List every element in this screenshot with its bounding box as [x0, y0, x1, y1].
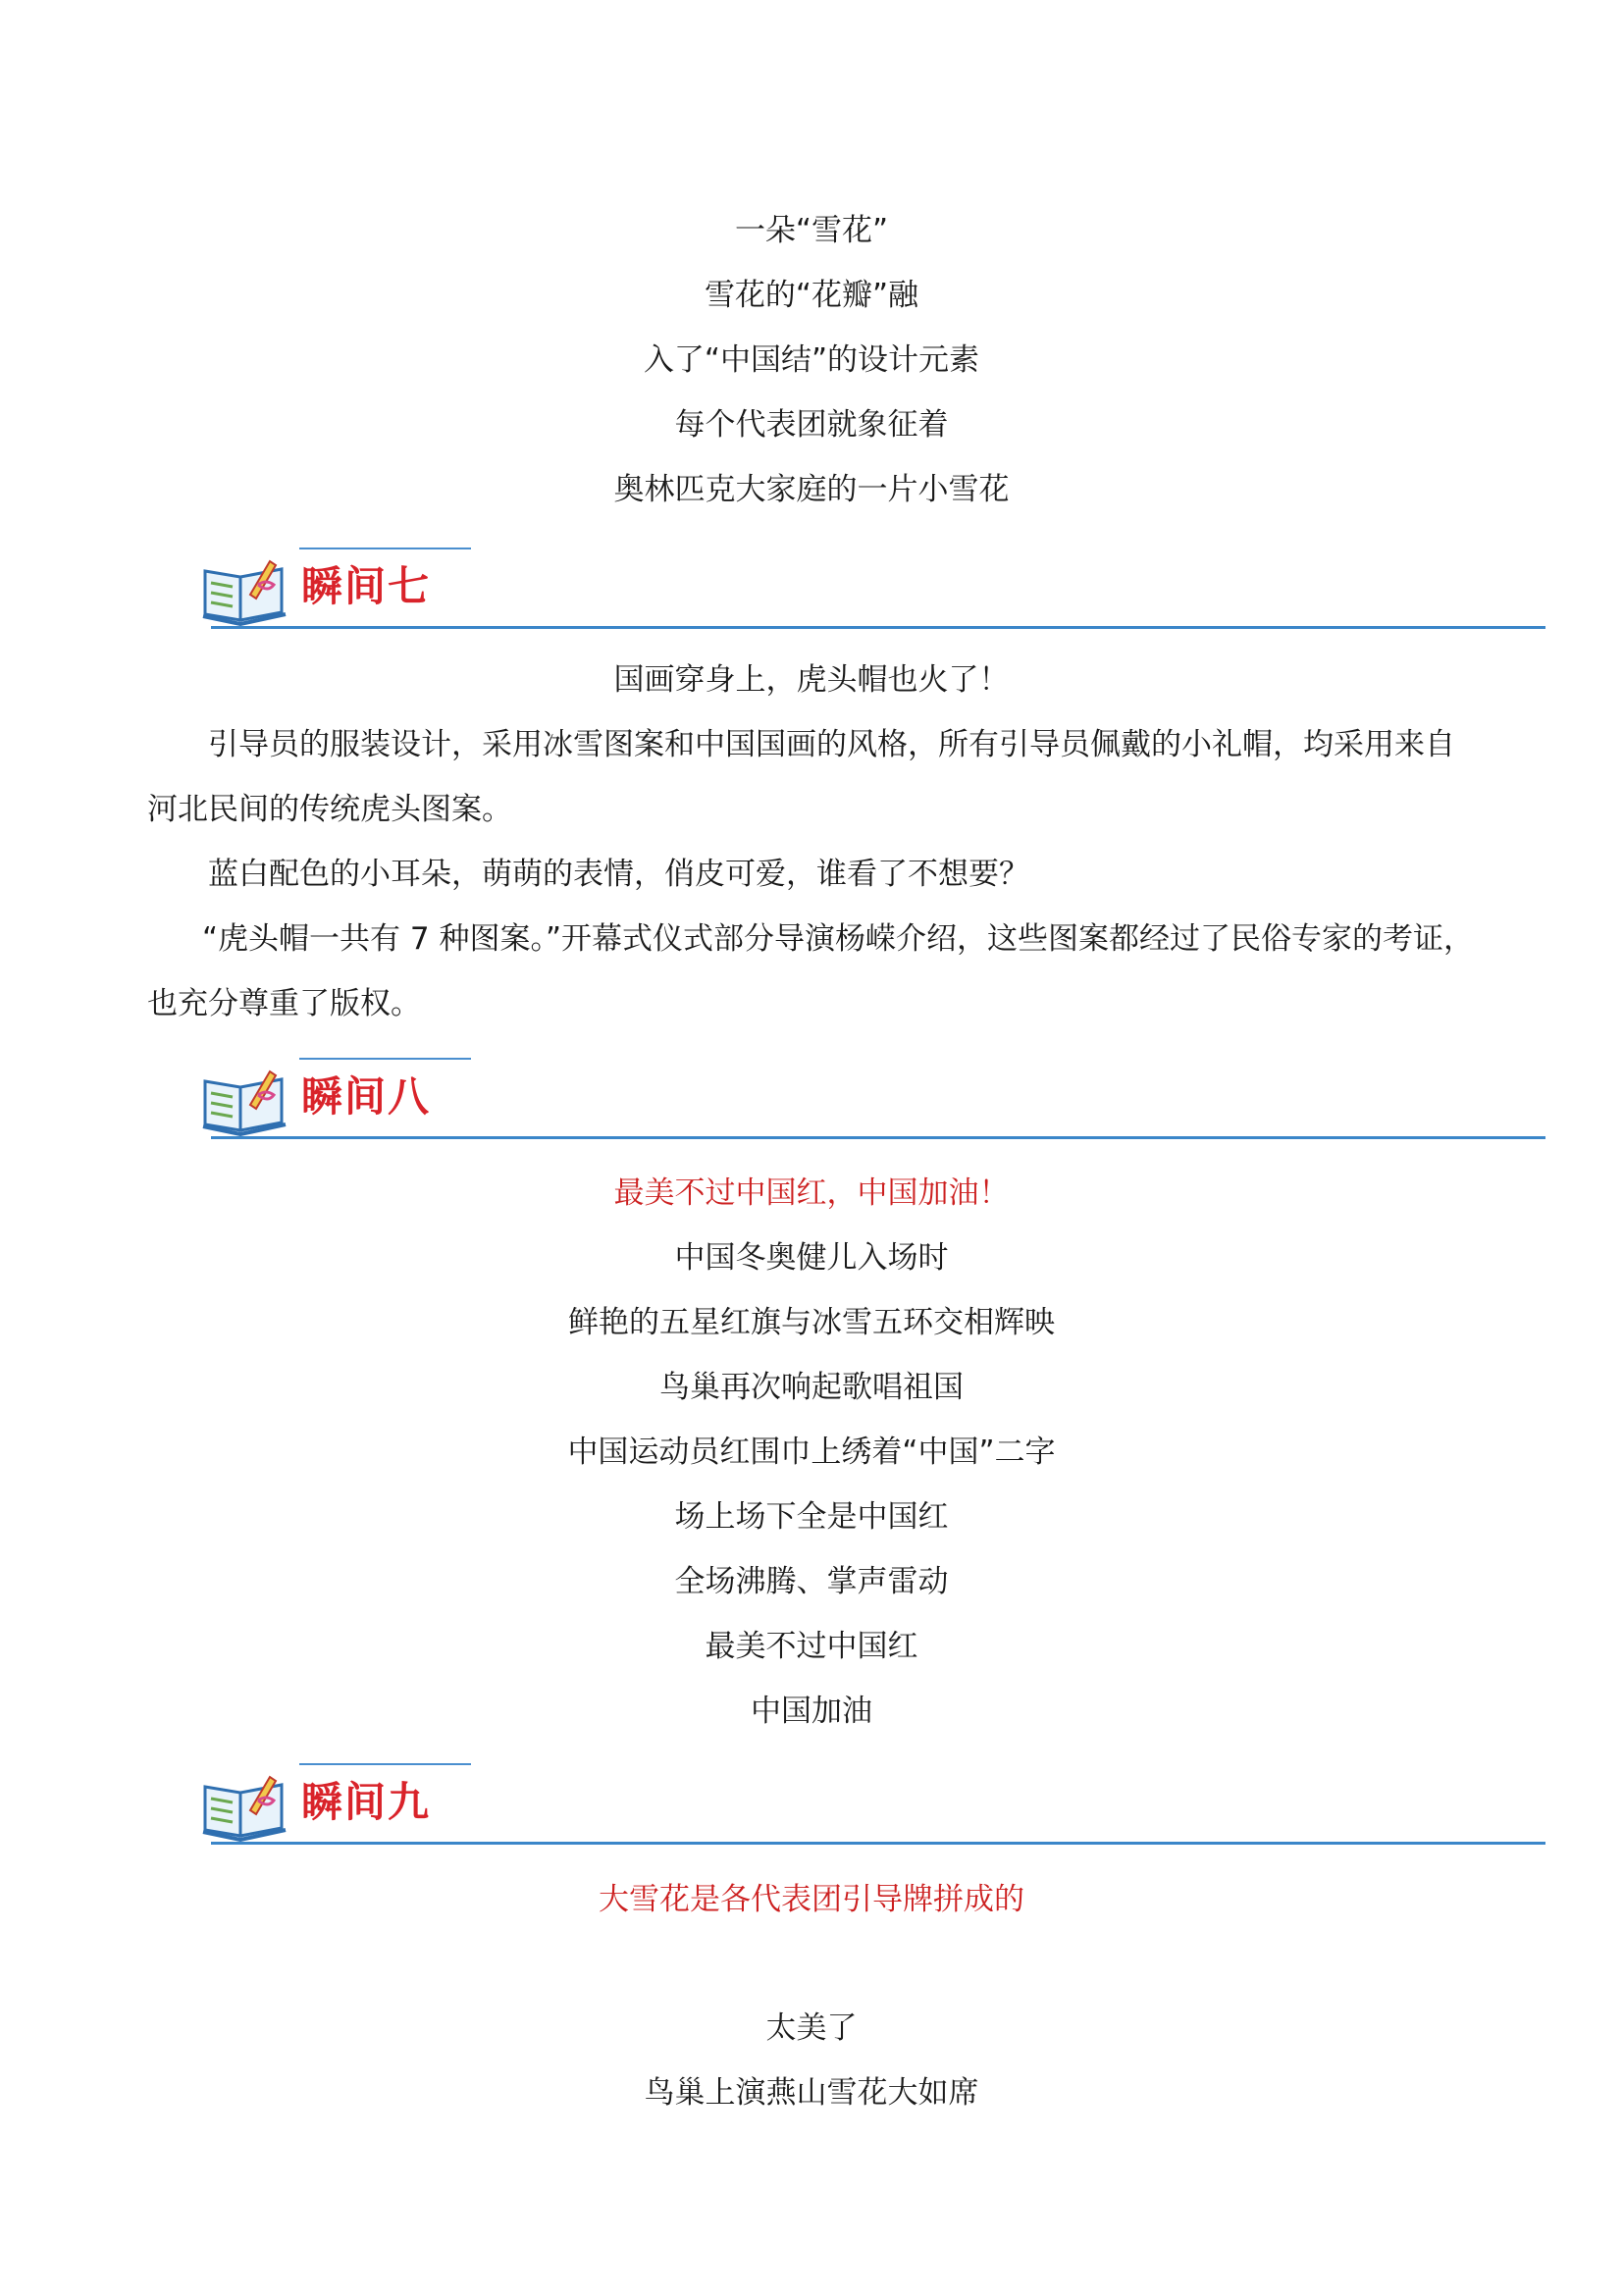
paragraph: 蓝白配色的小耳朵，萌萌的表情，俏皮可爱，谁看了不想要？ [208, 857, 1029, 892]
intro-line: 入了“中国结”的设计元素 [643, 342, 980, 378]
poem-line: 中国冬奥健儿入场时 [674, 1240, 949, 1276]
section-title: 瞬间八 [301, 1072, 432, 1121]
section-heading: 大雪花是各代表团引导牌拼成的 [599, 1882, 1024, 1917]
section-heading: 国画穿身上，虎头帽也火了！ [613, 662, 1010, 698]
intro-line: 一朵“雪花” [734, 213, 889, 248]
open-book-icon [201, 555, 288, 626]
section-header-9 [201, 1763, 1545, 1861]
poem-line: 全场沸腾、掌声雷动 [674, 1564, 949, 1599]
intro-line: 奥林匹克大家庭的一片小雪花 [613, 472, 1010, 507]
intro-block [147, 198, 1476, 522]
poem-line: 太美了 [765, 2010, 858, 2046]
section-body-8 [147, 1161, 1476, 1744]
section-header-8 [201, 1058, 1545, 1156]
poem-line: 鲜艳的五星红旗与冰雪五环交相辉映 [568, 1305, 1055, 1340]
section-title: 瞬间九 [301, 1778, 432, 1826]
section-rule [211, 1842, 1545, 1845]
header-top-line [299, 1763, 471, 1765]
poem-line: 中国运动员红围巾上绣着“中国”二字 [567, 1435, 1056, 1470]
section-rule [211, 626, 1545, 629]
poem-line: 中国加油 [751, 1694, 872, 1729]
poem-line: 鸟巢再次响起歌唱祖国 [659, 1370, 964, 1405]
paragraph: 引导员的服装设计，采用冰雪图案和中国国画的风格，所有引导员佩戴的小礼帽，均采用来自河北民间的传统虎头图案。 [147, 727, 1455, 827]
section-header-7 [201, 548, 1545, 646]
intro-line: 雪花的“花瓣”融 [704, 278, 919, 313]
open-book-icon [201, 1771, 288, 1842]
paragraph: “虎头帽一共有 7 种图案。”开幕式仪式部分导演杨嵘介绍，这些图案都经过了民俗专家的考证，也充分尊重了版权。 [147, 921, 1475, 1021]
section-body-7 [147, 648, 1476, 1036]
intro-line: 每个代表团就象征着 [674, 407, 949, 443]
section-rule [211, 1136, 1545, 1139]
header-top-line [299, 548, 471, 549]
poem-line: 鸟巢上演燕山雪花大如席 [644, 2075, 979, 2111]
section-body-9-lines [147, 1996, 1476, 2125]
section-title: 瞬间七 [301, 562, 432, 610]
section-body-9 [147, 1867, 1476, 1932]
section-heading: 最美不过中国红，中国加油！ [613, 1175, 1010, 1211]
poem-line: 场上场下全是中国红 [674, 1499, 949, 1535]
poem-line: 最美不过中国红 [705, 1629, 918, 1664]
header-top-line [299, 1058, 471, 1060]
open-book-icon [201, 1066, 288, 1136]
